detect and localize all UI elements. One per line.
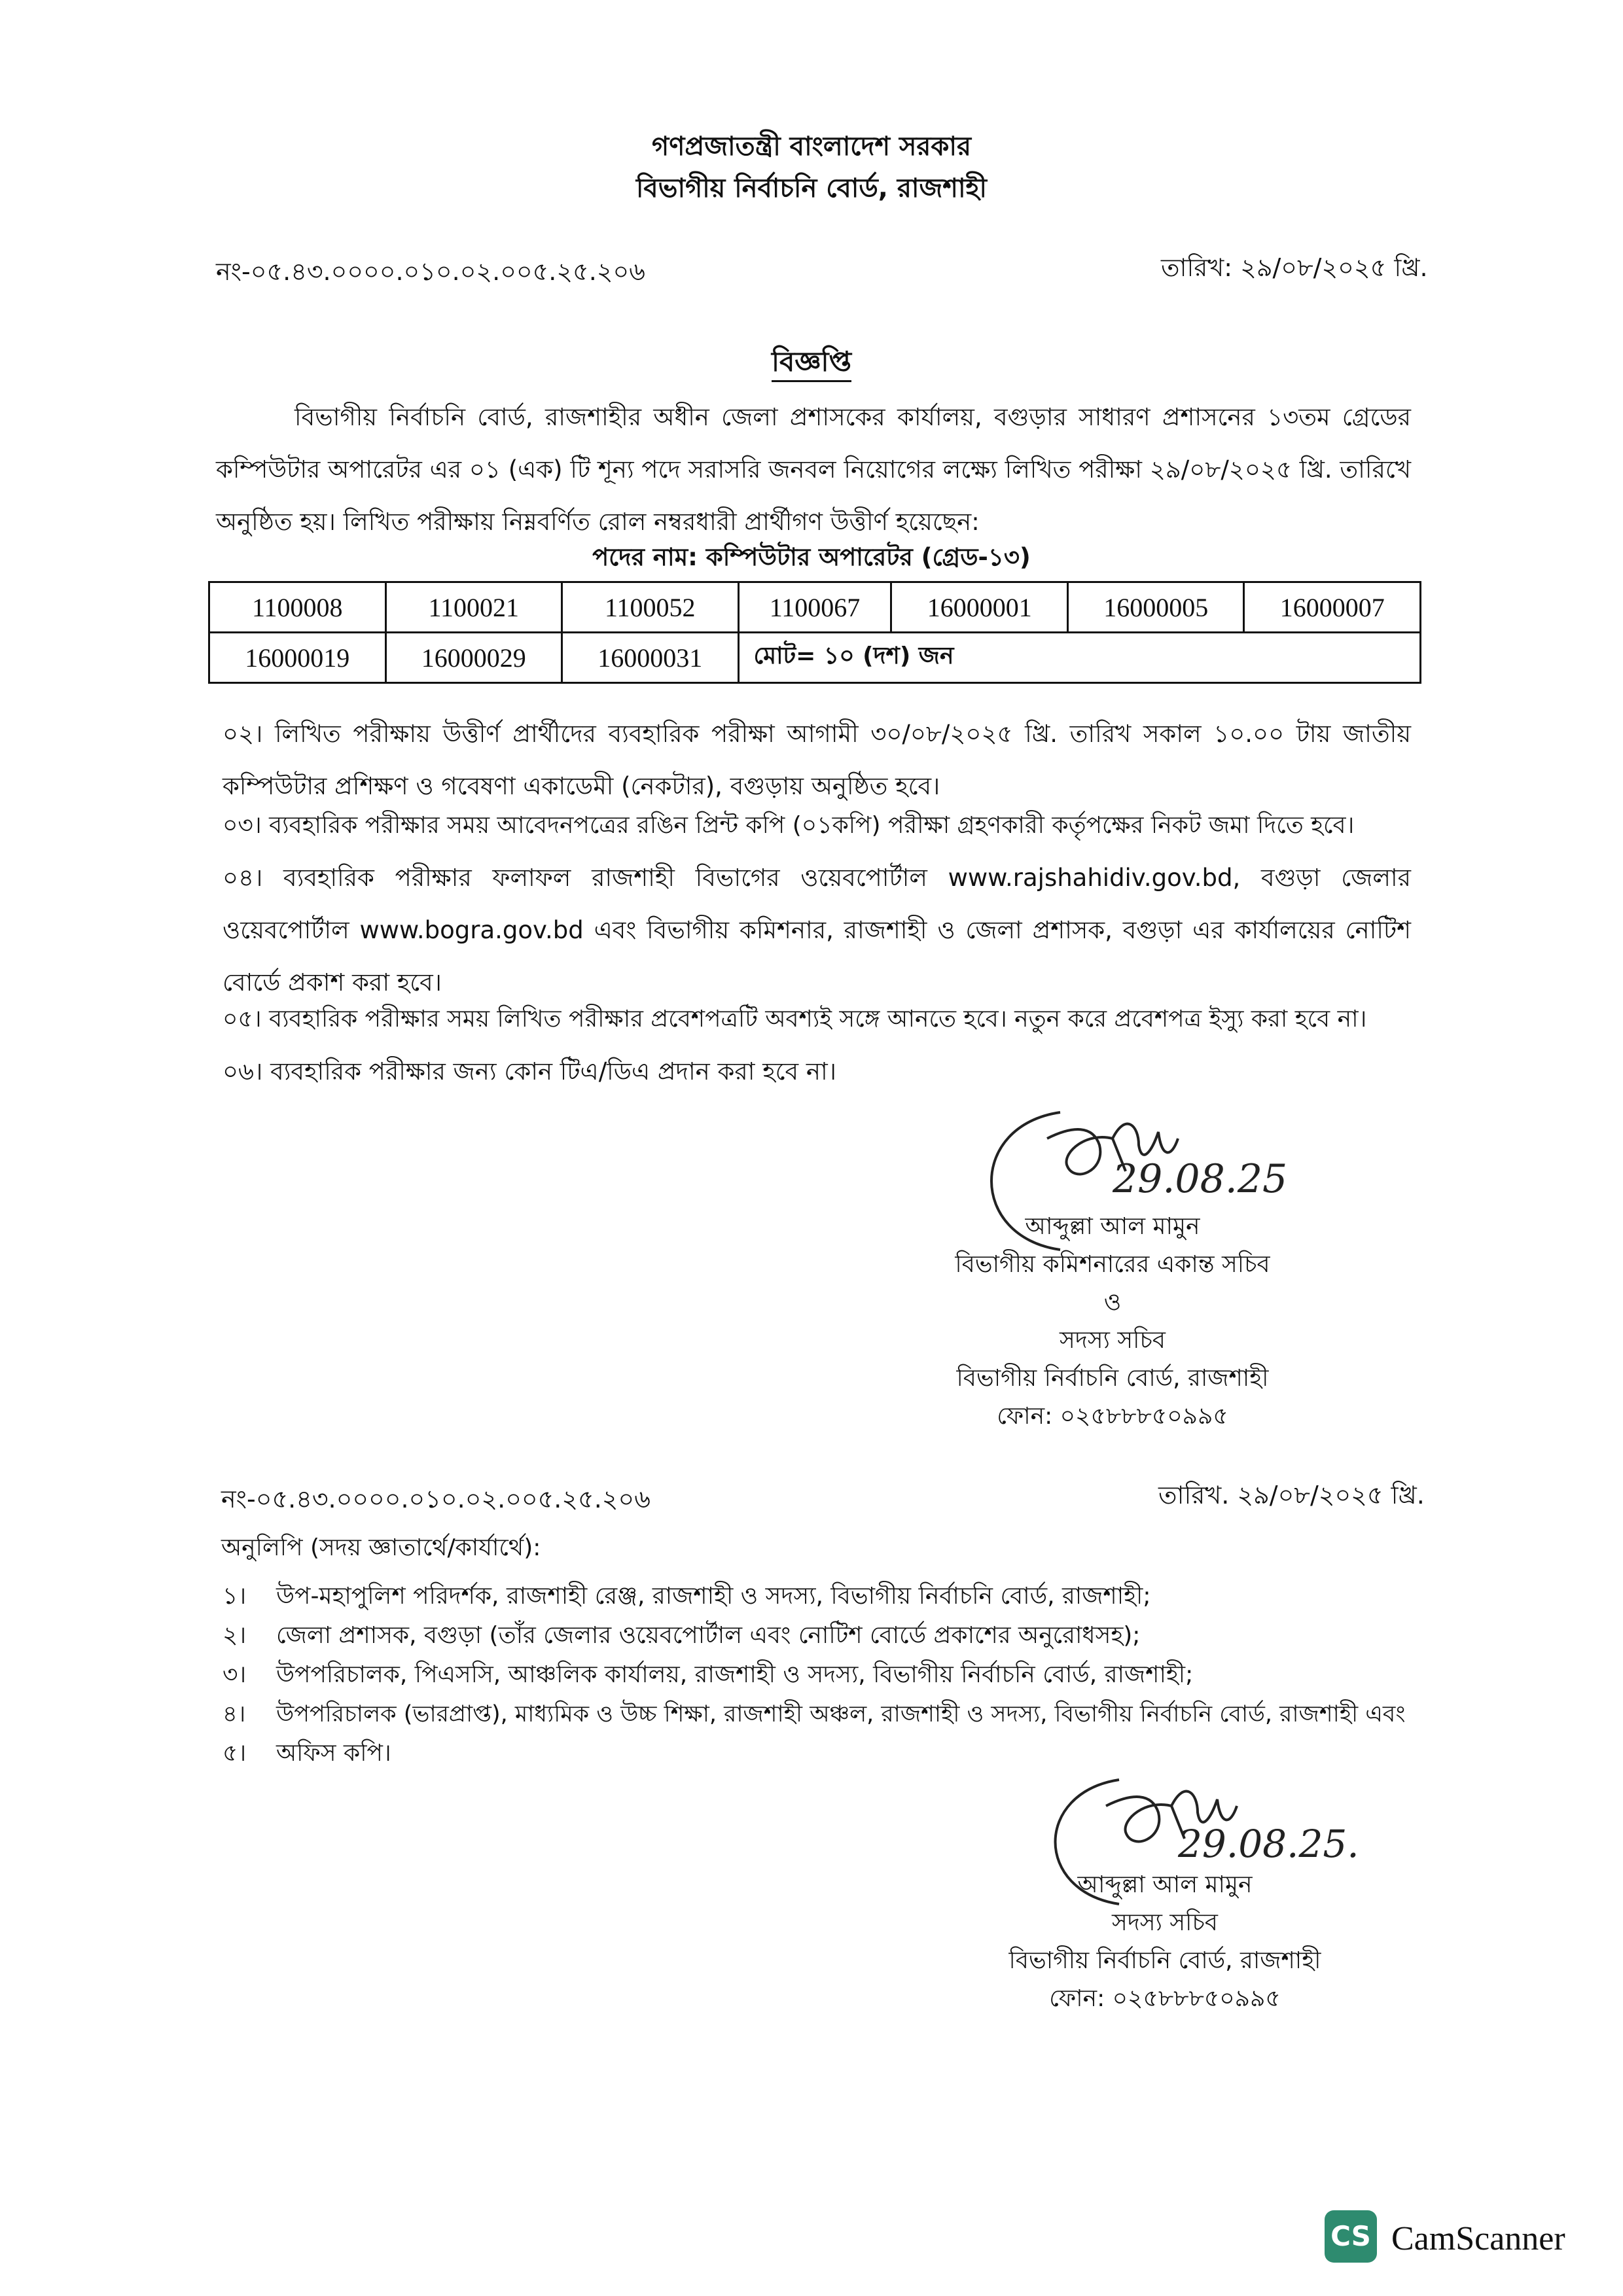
item-number: ১। xyxy=(223,1583,247,1610)
signature-date: 29.08.25 xyxy=(1113,1156,1288,1202)
copy-heading: অনুলিপি (সদয় জ্ঞাতার্থে/কার্যার্থে): xyxy=(221,1534,541,1561)
point-04: ০৪। ব্যবহারিক পরীক্ষার ফলাফল রাজশাহী বিভাগের ওয়েবপোর্টাল www.rajshahidiv.gov.bd, বগুড়া জেলার ওয়েবপোর্টাল www.bogra.gov.bd এবং বিভাগীয় কমিশনার, রাজশাহী ও জেলা প্রশাসক, বগুড়া এর কার্যালয়ের নোটিশ বোর্ডে প্রকাশ করা হবে। xyxy=(223,864,1411,997)
roll-cell: 16000019 xyxy=(209,633,386,683)
roll-total: মোট= ১০ (দশ) জন xyxy=(738,633,1421,683)
copy-memo-number: নং-০৫.৪৩.০০০০.০১০.০২.০০৫.২৫.২০৬ xyxy=(221,1485,651,1513)
camscanner-logo: CS xyxy=(1325,2210,1377,2263)
signer-title: বিভাগীয় কমিশনারের একান্ত সচিব xyxy=(955,1251,1270,1278)
signature-date: 29.08.25. xyxy=(1178,1822,1359,1866)
point-02: ০২। লিখিত পরীক্ষায় উত্তীর্ণ প্রার্থীদের ব্যবহারিক পরীক্ষা আগামী ৩০/০৮/২০২৫ খ্রি. তারিখ সকাল ১০.০০ টায় জাতীয় কম্পিউটার প্রশিক্ষণ ও গবেষণা একাডেমী (নেকটার), বগুড়ায় অনুষ্ঠিত হবে। xyxy=(223,720,1411,800)
table-row xyxy=(209,582,1421,633)
signer-and: ও xyxy=(1103,1289,1122,1316)
roll-cell: 16000029 xyxy=(385,633,562,683)
roll-cell: 1100008 xyxy=(209,582,386,633)
roll-table xyxy=(208,581,1421,684)
roll-cell: 16000007 xyxy=(1244,582,1421,633)
signature-block-2 xyxy=(955,1866,1374,2018)
copy-memo-date: তারিখ. ২৯/০৮/২০২৫ খ্রি. xyxy=(1158,1481,1425,1510)
item-text: উপ-মহাপুলিশ পরিদর্শক, রাজশাহী রেঞ্জ, রাজশাহী ও সদস্য, বিভাগীয় নির্বাচনি বোর্ড, রাজশাহী; xyxy=(276,1583,1151,1610)
board-title: বিভাগীয় নির্বাচনি বোর্ড, রাজশাহী xyxy=(635,173,988,203)
item-number: ২। xyxy=(223,1622,247,1649)
item-text: অফিস কপি। xyxy=(276,1740,391,1767)
item-text: উপপরিচালক (ভারপ্রাপ্ত), মাধ্যমিক ও উচ্চ শিক্ষা, রাজশাহী অঞ্চল, রাজশাহী ও সদস্য, বিভাগীয় নির্বাচনি বোর্ড, রাজশাহী এবং xyxy=(276,1701,1406,1727)
list-item xyxy=(223,1616,1466,1655)
roll-cell: 16000031 xyxy=(562,633,739,683)
signer-phone: ফোন: ০২৫৮৮৮৫০৯৯৫ xyxy=(1049,1985,1281,2012)
list-item xyxy=(223,1655,1466,1695)
memo-number: নং-০৫.৪৩.০০০০.০১০.০২.০০৫.২৫.২০৬ xyxy=(216,257,645,286)
item-text: উপপরিচালক, পিএসসি, আঞ্চলিক কার্যালয়, রাজশাহী ও সদস্য, বিভাগীয় নির্বাচনি বোর্ড, রাজশাহী; xyxy=(276,1661,1194,1688)
roll-cell: 1100021 xyxy=(385,582,562,633)
signature-block-1 xyxy=(903,1208,1322,1436)
signer-title: সদস্য সচিব xyxy=(1060,1327,1166,1354)
list-item xyxy=(223,1577,1466,1616)
roll-cell: 1100052 xyxy=(562,582,739,633)
item-number: ৩। xyxy=(223,1661,247,1688)
list-item xyxy=(223,1695,1466,1734)
signer-office: বিভাগীয় নির্বাচনি বোর্ড, রাজশাহী xyxy=(956,1365,1269,1392)
memo-date: তারিখ: ২৯/০৮/২০২৫ খ্রি. xyxy=(1161,253,1428,282)
roll-cell: 1100067 xyxy=(738,582,891,633)
point-05: ০৫। ব্যবহারিক পরীক্ষার সময় লিখিত পরীক্ষার প্রবেশপত্রটি অবশ্যই সঙ্গে আনতে হবে। নতুন করে প্রবেশপত্র ইস্যু করা হবে না। xyxy=(223,1006,1367,1033)
signer-title: সদস্য সচিব xyxy=(1112,1909,1218,1936)
signer-name: আব্দুল্লা আল মামুন xyxy=(1077,1871,1253,1898)
notice-title xyxy=(0,340,1623,387)
item-number: ৪। xyxy=(223,1701,246,1727)
signer-phone: ফোন: ০২৫৮৮৮৫০৯৯৫ xyxy=(997,1403,1228,1430)
government-title: গণপ্রজাতন্ত্রী বাংলাদেশ সরকার xyxy=(652,132,971,162)
item-number: ৫। xyxy=(223,1740,247,1767)
post-name: পদের নাম: কম্পিউটার অপারেটর (গ্রেড-১৩) xyxy=(592,543,1031,571)
roll-cell: 16000001 xyxy=(891,582,1068,633)
table-row xyxy=(209,633,1421,683)
roll-cell: 16000005 xyxy=(1067,582,1244,633)
item-text: জেলা প্রশাসক, বগুড়া (তাঁর জেলার ওয়েবপোর্টাল এবং নোটিশ বোর্ডে প্রকাশের অনুরোধসহ); xyxy=(276,1622,1141,1649)
signer-office: বিভাগীয় নির্বাচনি বোর্ড, রাজশাহী xyxy=(1008,1947,1321,1974)
signer-name: আব্দুল্লা আল মামুন xyxy=(1025,1213,1200,1240)
notice-intro: বিভাগীয় নির্বাচনি বোর্ড, রাজশাহীর অধীন জেলা প্রশাসকের কার্যালয়, বগুড়ার সাধারণ প্রশাসনের ১৩তম গ্রেডের কম্পিউটার অপারেটর এর ০১ (এক) টি শূন্য পদে সরাসরি জনবল নিয়োগের লক্ষ্যে লিখিত পরীক্ষা ২৯/০৮/২০২৫ খ্রি. তারিখে অনুষ্ঠিত হয়। লিখিত পরীক্ষায় নিম্নবর্ণিত রোল নম্বরধারী প্রার্থীগণ উত্তীর্ণ হয়েছেন: xyxy=(216,403,1411,536)
camscanner-text: CamScanner xyxy=(1391,2220,1565,2257)
point-06: ০৬। ব্যবহারিক পরীক্ষার জন্য কোন টিএ/ডিএ প্রদান করা হবে না। xyxy=(223,1057,836,1086)
notice-title-text: বিজ্ঞপ্তি xyxy=(772,345,851,382)
point-03: ০৩। ব্যবহারিক পরীক্ষার সময় আবেদনপত্রের রঙিন প্রিন্ট কপি (০১কপি) পরীক্ষা গ্রহণকারী কর্তৃপক্ষের নিকট জমা দিতে হবে। xyxy=(223,812,1355,839)
copy-list xyxy=(223,1577,1466,1773)
